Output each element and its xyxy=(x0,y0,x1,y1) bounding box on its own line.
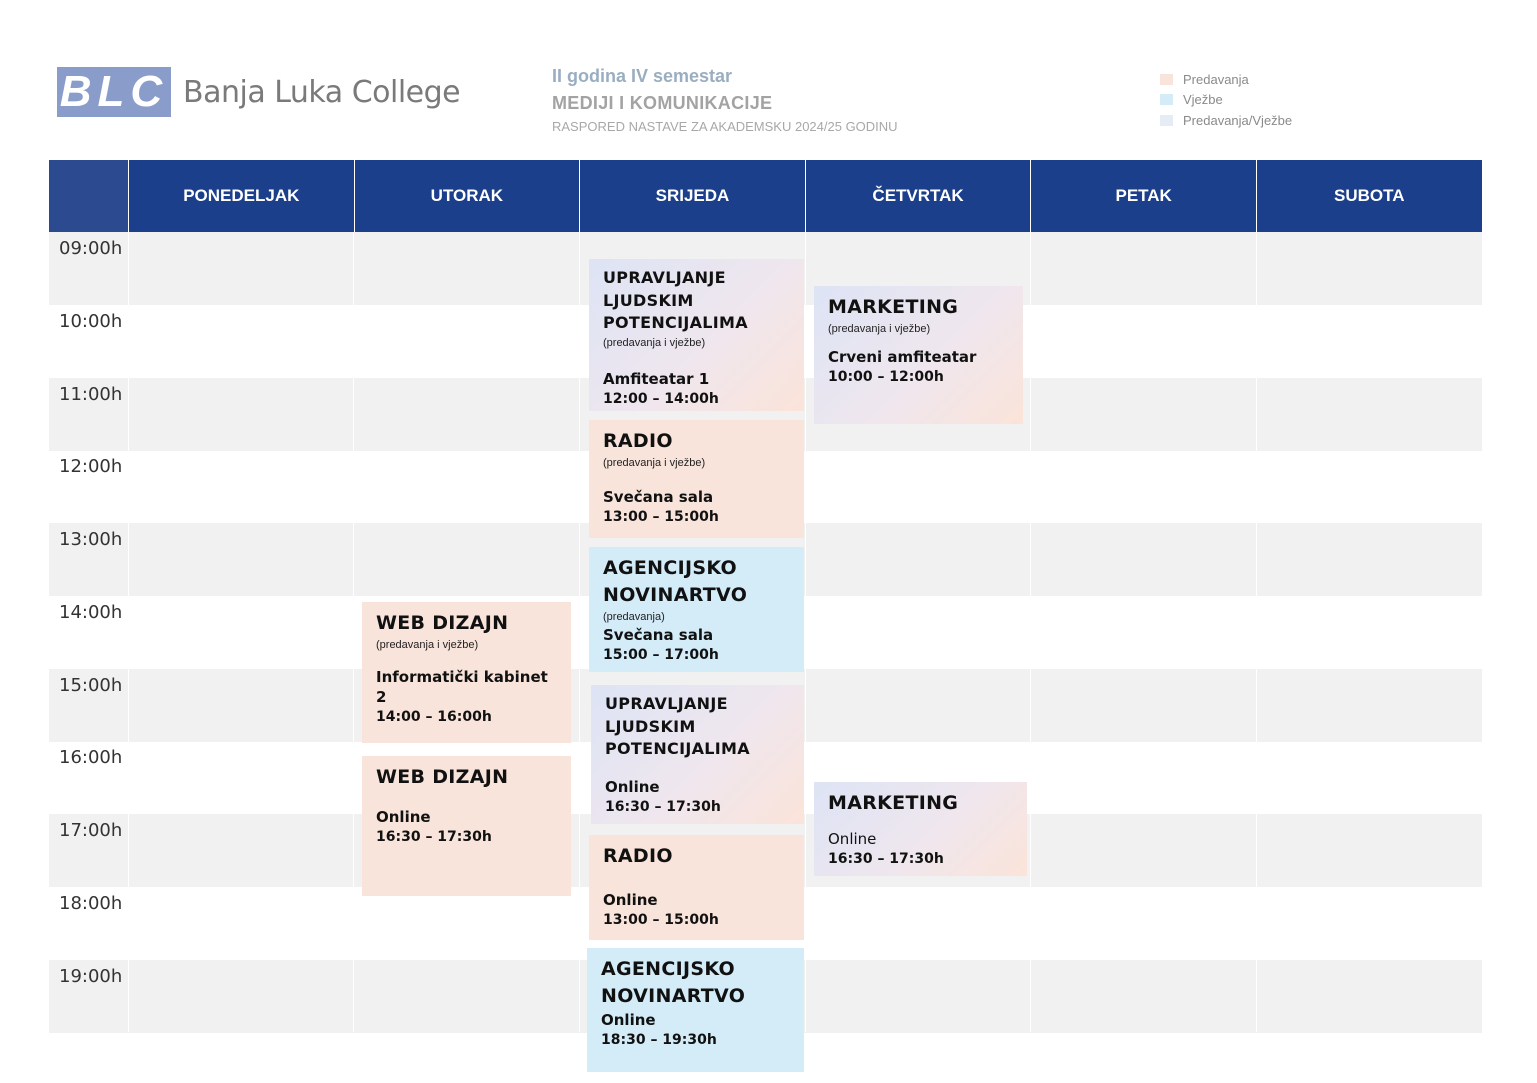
event-marketing-online[interactable] xyxy=(814,782,1027,876)
event-name: MARKETING xyxy=(828,792,959,814)
event-time: 12:00 – 14:00h xyxy=(603,390,719,407)
event-radio[interactable] xyxy=(589,420,804,538)
legend-swatch xyxy=(1160,74,1173,85)
event-room: Online xyxy=(601,1011,656,1029)
event-upravljanje-ljudskim-potencijalima[interactable] xyxy=(589,259,804,411)
event-marketing[interactable] xyxy=(814,286,1023,424)
event-room: Amfiteatar 1 xyxy=(603,369,710,388)
column-divider xyxy=(1030,232,1031,1032)
legend-item-predavanja xyxy=(1160,69,1292,90)
program-title: MEDIJI I KOMUNIKACIJE xyxy=(552,93,773,113)
event-room: Svečana sala xyxy=(603,488,714,506)
time-label: 19:00h xyxy=(59,966,123,987)
day-header-saturday: SUBOTA xyxy=(1256,160,1482,232)
event-radio-online[interactable] xyxy=(589,835,804,940)
legend-label: Predavanja/Vježbe xyxy=(1183,112,1293,128)
schedule-subtitle: RASPORED NASTAVE ZA AKADEMSKU 2024/25 GODINU xyxy=(552,119,898,134)
header-corner xyxy=(49,160,128,232)
column-divider xyxy=(1256,232,1257,1032)
time-label: 13:00h xyxy=(59,529,123,550)
event-time: 16:30 – 17:30h xyxy=(376,829,492,845)
time-label: 17:00h xyxy=(59,820,123,841)
logo-mark xyxy=(57,67,171,117)
event-name: RADIO xyxy=(603,845,673,867)
event-name: AGENCIJSKO NOVINARTVO xyxy=(601,958,746,1007)
legend-swatch xyxy=(1160,115,1173,126)
column-divider xyxy=(579,232,580,1032)
event-agencijsko-novinartvo-online[interactable] xyxy=(587,948,804,1072)
day-header-tuesday: UTORAK xyxy=(354,160,580,232)
event-name: UPRAVLJANJE LJUDSKIM POTENCIJALIMA xyxy=(605,694,750,758)
event-time: 13:00 – 15:00h xyxy=(603,509,719,525)
event-type: (predavanja i vježbe) xyxy=(603,336,706,349)
time-label: 15:00h xyxy=(59,675,123,696)
event-name: WEB DIZAJN xyxy=(376,612,509,634)
event-name: UPRAVLJANJE LJUDSKIM POTENCIJALIMA xyxy=(603,268,748,332)
legend-item-vjezbe xyxy=(1160,90,1292,111)
event-type: (predavanja i vježbe) xyxy=(828,323,931,335)
column-divider xyxy=(805,232,806,1032)
event-web-dizajn-online[interactable] xyxy=(362,756,571,896)
logo-text: Banja Luka College xyxy=(183,74,461,110)
event-type: (predavanja i vježbe) xyxy=(603,457,706,469)
event-room: Online xyxy=(828,830,877,848)
event-name: RADIO xyxy=(603,430,673,452)
schedule-titles xyxy=(552,66,898,134)
event-upravljanje-ljudskim-potencijalima-online[interactable] xyxy=(591,685,804,824)
legend-label: Vježbe xyxy=(1183,92,1223,108)
time-label: 18:00h xyxy=(59,893,123,914)
time-label: 16:00h xyxy=(59,747,123,768)
event-web-dizajn[interactable] xyxy=(362,602,571,743)
legend xyxy=(1160,69,1292,131)
event-name: WEB DIZAJN xyxy=(376,766,509,788)
time-label: 12:00h xyxy=(59,456,123,477)
time-label: 10:00h xyxy=(59,311,123,332)
legend-item-predavanja-vjezbe xyxy=(1160,110,1292,131)
column-divider xyxy=(128,232,129,1032)
event-name: AGENCIJSKO NOVINARTVO xyxy=(603,557,748,606)
day-header-row xyxy=(49,160,1482,232)
event-agencijsko-novinartvo[interactable] xyxy=(589,547,804,672)
event-time: 16:30 – 17:30h xyxy=(605,798,721,815)
day-header-monday: PONEDELJAK xyxy=(128,160,354,232)
event-time: 15:00 – 17:00h xyxy=(603,647,719,663)
event-time: 10:00 – 12:00h xyxy=(828,369,944,385)
event-room: Online xyxy=(605,777,660,796)
time-label: 14:00h xyxy=(59,602,123,623)
event-room: Online xyxy=(603,891,658,909)
column-divider xyxy=(353,232,354,1032)
event-room: Online xyxy=(376,808,431,826)
event-room: Informatički kabinet 2 xyxy=(376,668,548,706)
day-header-wednesday: SRIJEDA xyxy=(579,160,805,232)
event-time: 14:00 – 16:00h xyxy=(376,709,492,725)
event-name: MARKETING xyxy=(828,296,959,318)
event-room: Svečana sala xyxy=(603,626,714,644)
time-label: 09:00h xyxy=(59,238,123,259)
event-time: 18:30 – 19:30h xyxy=(601,1032,717,1048)
day-header-friday: PETAK xyxy=(1030,160,1256,232)
event-type: (predavanja i vježbe) xyxy=(376,639,479,651)
legend-label: Predavanja xyxy=(1183,71,1249,87)
college-logo xyxy=(57,67,460,117)
time-label: 11:00h xyxy=(59,384,123,405)
year-semester: II godina IV semestar xyxy=(552,66,733,86)
event-room: Crveni amfiteatar xyxy=(828,348,977,366)
event-time: 16:30 – 17:30h xyxy=(828,851,944,867)
event-time: 13:00 – 15:00h xyxy=(603,912,719,928)
day-header-thursday: ČETVRTAK xyxy=(805,160,1031,232)
logo-mark-text: BLC xyxy=(59,67,169,116)
event-type: (predavanja) xyxy=(603,611,665,623)
legend-swatch xyxy=(1160,94,1173,105)
